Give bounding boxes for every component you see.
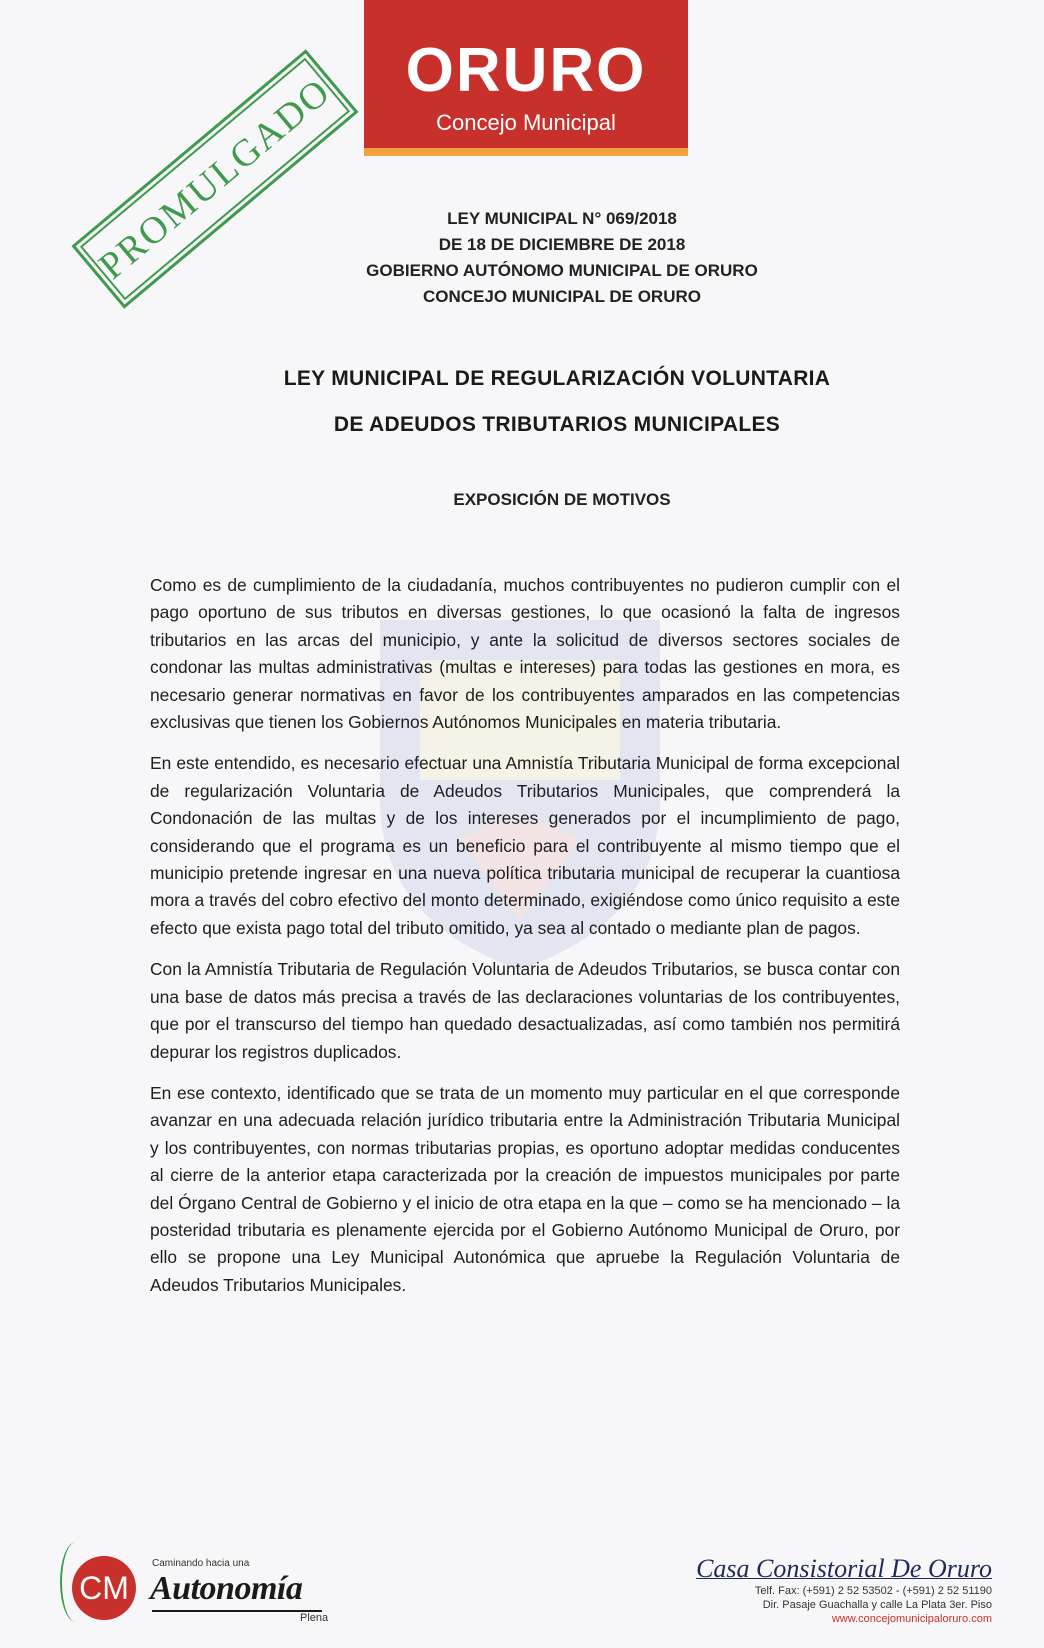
law-title — [0, 356, 1044, 448]
paragraph: En este entendido, es necesario efectuar una Amnistía Tributaria Municipal de forma excepcional de regularización Voluntaria de Adeudos Tributarios Municipales, que comprenderá la Condonación de las multas y de los intereses generados por el incumplimiento de pago, considerando que el programa es un beneficio para el contribuyente al mismo tiempo que el municipio pretende ingresar en una nueva política tributaria municipal de recuperar la cuantiosa mora a través del cobro efectivo del monto determinado, exigiéndose como único requisito a este efecto que exista pago total del tributo omitido, ya sea al contado o mediante plan de pagos. — [150, 753, 900, 938]
law-number: LEY MUNICIPAL N° 069/2018 — [447, 209, 677, 228]
autonomia-word: Autonomía — [150, 1570, 303, 1607]
logo-subtitle: Concejo Municipal — [436, 110, 616, 135]
contact-address: Dir. Pasaje Guachalla y calle La Plata 3er. Piso — [762, 1599, 992, 1611]
paragraph: Con la Amnistía Tributaria de Regulación Voluntaria de Adeudos Tributarios, se busca contar con una base de datos más precisa a través de las declaraciones voluntarias de los contribuyentes, que por el transcurso del tiempo han quedado desactualizadas, así como también nos permitirá depurar los registros duplicados. — [150, 959, 900, 1062]
law-header — [0, 206, 1044, 310]
autonomia-logo — [60, 1548, 360, 1628]
section-title — [0, 490, 1044, 510]
autonomia-suffix: Plena — [300, 1612, 329, 1624]
cm-badge: CM — [72, 1556, 136, 1620]
section-title-text: EXPOSICIÓN DE MOTIVOS — [453, 490, 671, 509]
contact-block — [652, 1554, 992, 1626]
contact-website[interactable]: www.concejomunicipaloruro.com — [831, 1613, 992, 1625]
council-name: CONCEJO MUNICIPAL DE ORURO — [422, 287, 701, 306]
law-title-line2: DE ADEUDOS TRIBUTARIOS MUNICIPALES — [333, 413, 781, 436]
paragraph: Como es de cumplimiento de la ciudadanía, muchos contribuyentes no pudieron cumplir con el pago oportuno de sus tributos en diversas gestiones, lo que ocasionó la falta de ingresos tributarios en las arcas del municipio, y ante la solicitud de diversos sectores sociales de condonar las multas administrativas (multas e intereses) para todas las gestiones en mora, es necesario generar normativas en favor de los contribuyentes amparados en las competencias exclusivas que tienen los Gobiernos Autónomos Municipales en materia tributaria. — [150, 575, 900, 733]
law-title-line1: LEY MUNICIPAL DE REGULARIZACIÓN VOLUNTARIA — [283, 367, 831, 390]
autonomia-underline — [152, 1610, 322, 1612]
oruro-logo — [364, 0, 688, 156]
logo-word: ORURO — [405, 36, 647, 105]
paragraph: En ese contexto, identificado que se trata de un momento muy particular en el que corresponde avanzar en una adecuada relación jurídico tributaria entre la Administración Tributaria Municipal y los contribuyentes, con normas tributarias propias, es oportuno adoptar medidas conducentes al cierre de la anterior etapa caracterizada por la creación de impuestos municipales por parte del Órgano Central de Gobierno y el inicio de otra etapa en la que – como se ha mencionado – la posteridad tributaria es plenamente ejercida por el Gobierno Autónomo Municipal de Oruro, por ello se propone una Ley Municipal Autonómica que apruebe la Regulación Voluntaria de Adeudos Tributarios Municipales. — [150, 1082, 900, 1295]
law-date: DE 18 DE DICIEMBRE DE 2018 — [438, 235, 686, 254]
casa-consistorial: Casa Consistorial De Oruro — [696, 1554, 992, 1583]
body-text — [150, 572, 900, 1313]
autonomia-tagline: Caminando hacia una — [152, 1558, 250, 1569]
promulgado-stamp: PROMULGADO — [71, 49, 358, 309]
logo-stripe — [364, 148, 688, 156]
government-name: GOBIERNO AUTÓNOMO MUNICIPAL DE ORURO — [366, 261, 758, 280]
contact-phone: Telf. Fax: (+591) 2 52 53502 - (+591) 2 52 51190 — [754, 1585, 992, 1597]
